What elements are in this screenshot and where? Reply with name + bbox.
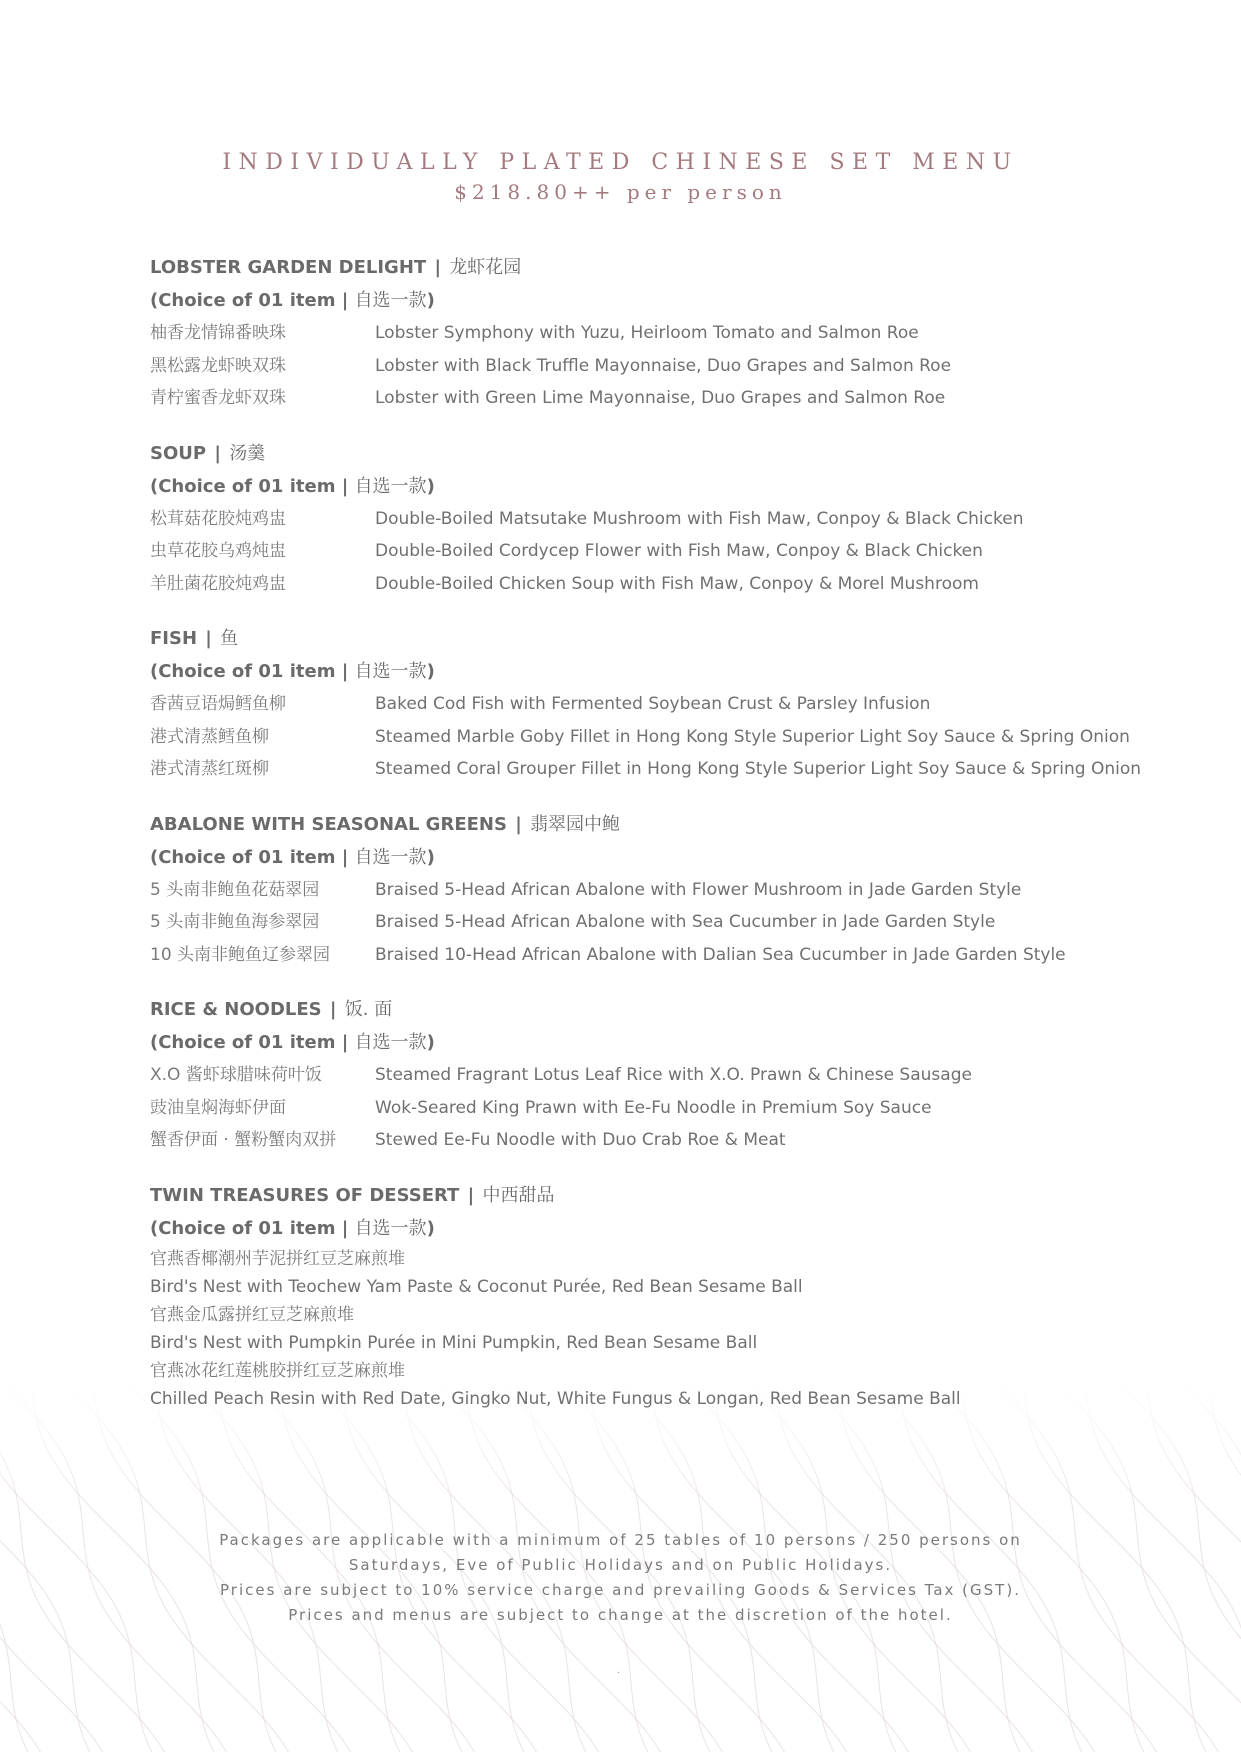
terms-footer — [0, 1528, 1241, 1628]
item-en: Braised 5-Head African Abalone with Flower Mushroom in Jade Garden Style — [375, 879, 1022, 900]
menu-sections — [150, 252, 1200, 1436]
item-en: Braised 10-Head African Abalone with Dalian Sea Cucumber in Jade Garden Style — [375, 944, 1066, 965]
section-title-en: TWIN TREASURES OF DESSERT — [150, 1184, 460, 1206]
terms-line: Prices and menus are subject to change at the discretion of the hotel. — [288, 1606, 953, 1624]
choice-en: (Choice of 01 item — [150, 290, 336, 311]
section-soup — [150, 438, 1200, 601]
choice-note: (Choice of 01 item | 自选一款) — [150, 1032, 435, 1053]
section-title-cn: 鱼 — [220, 628, 239, 649]
terms-line: Packages are applicable with a minimum of 25 tables of 10 persons / 250 persons on — [219, 1531, 1022, 1549]
choice-en: (Choice of 01 item — [150, 475, 336, 497]
terms-line: Saturdays, Eve of Public Holidays and on Public Holidays. — [348, 1556, 893, 1574]
choice-cn: 自选一款 — [354, 1032, 427, 1053]
item-en: Double-Boiled Matsutake Mushroom with Fish Maw, Conpoy & Black Chicken — [375, 508, 1024, 529]
section-dessert — [150, 1180, 1200, 1413]
choice-cn: 自选一款 — [354, 290, 427, 311]
section-title-cn: 翡翠园中鲍 — [530, 813, 621, 835]
menu-header — [0, 148, 1241, 206]
terms-line: Prices are subject to 10% service charge and prevailing Goods & Services Tax (GST). — [220, 1581, 1021, 1599]
item-cn: 黑松露龙虾映双珠 — [150, 355, 286, 376]
section-title — [150, 623, 1200, 655]
choice-note: (Choice of 01 item | 自选一款) — [150, 475, 435, 497]
menu-item — [150, 382, 1200, 415]
item-en: Steamed Coral Grouper Fillet in Hong Kong Style Superior Light Soy Sauce & Spring Onion — [375, 759, 1142, 779]
menu-item — [150, 906, 1200, 939]
choice-en: (Choice of 01 item — [150, 661, 336, 682]
item-en: Stewed Ee-Fu Noodle with Duo Crab Roe & Meat — [375, 1130, 786, 1150]
item-cn: 虫草花胶乌鸡炖盅 — [150, 541, 286, 561]
section-title-cn: 龙虾花园 — [449, 257, 522, 278]
item-en: Double-Boiled Cordycep Flower with Fish Maw, Conpoy & Black Chicken — [375, 541, 983, 561]
section-title-en: LOBSTER GARDEN DELIGHT — [150, 257, 427, 278]
section-title-en: SOUP — [150, 442, 207, 464]
item-en: Wok-Seared King Prawn with Ee-Fu Noodle in Premium Soy Sauce — [375, 1097, 932, 1118]
section-title-cn: 中西甜品 — [482, 1184, 555, 1206]
section-title — [150, 1180, 1200, 1212]
menu-item — [150, 753, 1200, 786]
section-fish — [150, 623, 1200, 786]
section-title-cn: 饭. 面 — [344, 999, 393, 1020]
item-cn: X.O 酱虾球腊味荷叶饭 — [150, 1065, 322, 1085]
menu-item — [150, 568, 1200, 601]
section-lobster — [150, 252, 1200, 415]
menu-item — [150, 688, 1200, 721]
item-en: Steamed Fragrant Lotus Leaf Rice with X.O. Prawn & Chinese Sausage — [375, 1065, 972, 1085]
menu-item — [150, 1059, 1200, 1092]
section-rice-noodles — [150, 994, 1200, 1157]
menu-item — [150, 874, 1200, 907]
item-en: Lobster with Green Lime Mayonnaise, Duo Grapes and Salmon Roe — [375, 388, 946, 408]
item-en: Baked Cod Fish with Fermented Soybean Crust & Parsley Infusion — [375, 694, 931, 714]
dessert-item-cn: 官燕金瓜露拼红豆芝麻煎堆 — [150, 1304, 354, 1325]
menu-title: INDIVIDUALLY PLATED CHINESE SET MENU — [222, 150, 1019, 175]
section-title — [150, 809, 1200, 841]
separator: | — [428, 257, 448, 278]
section-title-en: RICE & NOODLES — [150, 999, 322, 1020]
section-title-en: FISH — [150, 628, 198, 649]
section-abalone — [150, 809, 1200, 972]
menu-item — [150, 350, 1200, 383]
item-en: Lobster with Black Truffle Mayonnaise, Duo Grapes and Salmon Roe — [375, 355, 952, 376]
menu-item — [150, 535, 1200, 568]
menu-item — [150, 721, 1200, 754]
item-cn: 柚香龙情锦番映珠 — [150, 323, 286, 343]
dessert-item-en: Chilled Peach Resin with Red Date, Gingko Nut, White Fungus & Longan, Red Bean Sesame Ball — [150, 1388, 961, 1409]
dessert-item-cn: 官燕冰花红莲桃胶拼红豆芝麻煎堆 — [150, 1360, 405, 1381]
menu-item — [150, 503, 1200, 536]
dessert-item-en: Bird's Nest with Pumpkin Purée in Mini Pumpkin, Red Bean Sesame Ball — [150, 1332, 758, 1353]
item-cn: 青柠蜜香龙虾双珠 — [150, 388, 286, 408]
section-title — [150, 252, 1200, 284]
menu-price: $218.80++ per person — [454, 180, 787, 204]
section-title — [150, 994, 1200, 1026]
section-title-cn: 汤羹 — [229, 442, 266, 464]
choice-note: (Choice of 01 item | 自选一款) — [150, 290, 435, 311]
item-cn: 豉油皇焖海虾伊面 — [150, 1097, 286, 1118]
choice-en: (Choice of 01 item — [150, 1032, 336, 1053]
choice-cn: 自选一款 — [354, 1217, 427, 1239]
item-en: Double-Boiled Chicken Soup with Fish Maw, Conpoy & Morel Mushroom — [375, 573, 979, 594]
menu-item — [150, 939, 1200, 972]
item-cn: 港式清蒸鳕鱼柳 — [150, 726, 269, 747]
dessert-item-cn: 官燕香椰潮州芋泥拼红豆芝麻煎堆 — [150, 1248, 405, 1269]
item-cn: 蟹香伊面 · 蟹粉蟹肉双拼 — [150, 1130, 337, 1150]
item-cn: 香茜豆语焗鳕鱼柳 — [150, 694, 286, 714]
item-cn: 羊肚菌花胶炖鸡盅 — [150, 573, 286, 594]
choice-cn: 自选一款 — [354, 475, 427, 497]
dessert-item-en: Bird's Nest with Teochew Yam Paste & Coconut Purée, Red Bean Sesame Ball — [150, 1276, 803, 1297]
separator: | — [199, 628, 219, 649]
section-title-en: ABALONE WITH SEASONAL GREENS — [150, 813, 507, 835]
menu-item — [150, 1124, 1200, 1157]
item-cn: 10 头南非鲍鱼辽参翠园 — [150, 944, 331, 965]
menu-item — [150, 317, 1200, 350]
item-en: Steamed Marble Goby Fillet in Hong Kong Style Superior Light Soy Sauce & Spring Onion — [375, 726, 1130, 747]
choice-cn: 自选一款 — [354, 846, 427, 868]
separator: | — [208, 442, 228, 464]
item-en: Braised 5-Head African Abalone with Sea Cucumber in Jade Garden Style — [375, 912, 996, 932]
choice-cn: 自选一款 — [354, 661, 427, 682]
menu-item — [150, 1092, 1200, 1125]
choice-note: (Choice of 01 item | 自选一款) — [150, 661, 435, 682]
section-title — [150, 438, 1200, 470]
separator: | — [461, 1184, 481, 1206]
separator: | — [508, 813, 529, 835]
item-cn: 5 头南非鲍鱼海参翠园 — [150, 912, 320, 932]
choice-en: (Choice of 01 item — [150, 1217, 336, 1239]
item-cn: 5 头南非鲍鱼花菇翠园 — [150, 879, 320, 900]
choice-en: (Choice of 01 item — [150, 846, 336, 868]
choice-note: (Choice of 01 item | 自选一款) — [150, 1217, 435, 1239]
separator: | — [323, 999, 343, 1020]
item-cn: 松茸菇花胶炖鸡盅 — [150, 508, 286, 529]
choice-note: (Choice of 01 item | 自选一款) — [150, 846, 435, 868]
item-en: Lobster Symphony with Yuzu, Heirloom Tomato and Salmon Roe — [375, 323, 919, 343]
item-cn: 港式清蒸红斑柳 — [150, 759, 269, 779]
footer-dot: . — [617, 1665, 621, 1676]
